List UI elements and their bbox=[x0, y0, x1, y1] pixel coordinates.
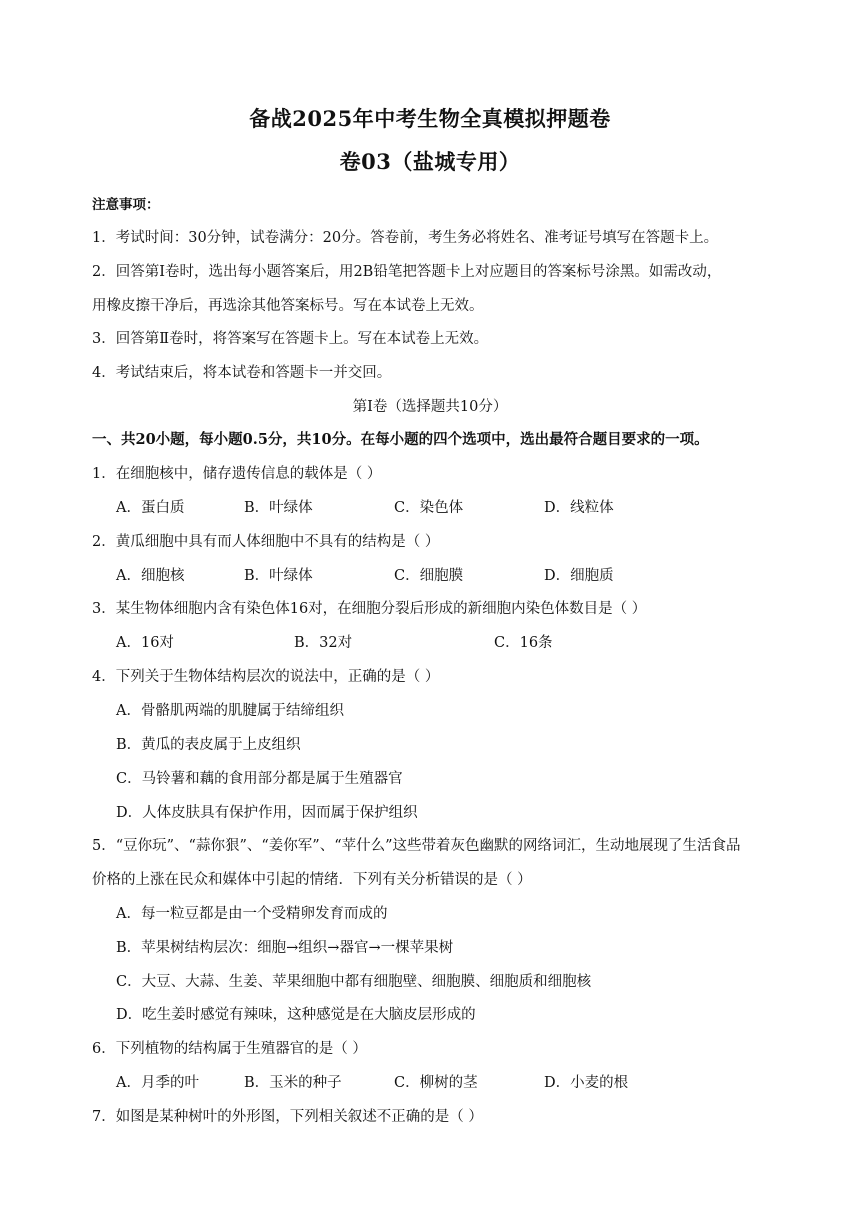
option: C．染色体 bbox=[394, 500, 464, 516]
question-stem: 4．下列关于生物体结构层次的说法中，正确的是（ ） bbox=[92, 669, 440, 685]
question-stem: 7．如图是某种树叶的外形图，下列相关叙述不正确的是（ ） bbox=[92, 1109, 483, 1125]
question-stem-continued: 价格的上涨在民众和媒体中引起的情绪．下列有关分析错误的是（ ） bbox=[92, 872, 532, 888]
question-stem: 1．在细胞核中，储存遗传信息的载体是（ ） bbox=[92, 466, 382, 482]
question-stem: 5．“豆你玩”、“蒜你狠”、“姜你军”、“苹什么”这些带着灰色幽默的网络词汇，生动地展现了生活食品 bbox=[92, 838, 741, 854]
option: C．马铃薯和藕的食用部分都是属于生殖器官 bbox=[116, 771, 403, 787]
section-instruction: 一、共20小题，每小题0.5分，共10分。在每小题的四个选项中，选出最符合题目要求的一项。 bbox=[92, 431, 709, 448]
option: A．骨骼肌两端的肌腱属于结缔组织 bbox=[116, 703, 344, 719]
option: C．16条 bbox=[494, 635, 553, 651]
exam-title: 备战2025年中考生物全真模拟押题卷 bbox=[249, 106, 611, 131]
option: B．32对 bbox=[294, 635, 353, 651]
option: B．叶绿体 bbox=[244, 568, 313, 584]
option: C．细胞膜 bbox=[394, 568, 464, 584]
option: A．每一粒豆都是由一个受精卵发育而成的 bbox=[116, 906, 388, 922]
exam-subtitle: 卷03（盐城专用） bbox=[339, 149, 521, 174]
option: A．蛋白质 bbox=[116, 500, 185, 516]
notes-heading: 注意事项： bbox=[92, 197, 160, 213]
option: D．线粒体 bbox=[544, 500, 614, 516]
option: D．小麦的根 bbox=[544, 1075, 629, 1091]
option: A．细胞核 bbox=[116, 568, 185, 584]
section-title: 第Ⅰ卷（选择题共10分） bbox=[352, 399, 508, 415]
option: A．月季的叶 bbox=[116, 1075, 199, 1091]
note-item: 4．考试结束后，将本试卷和答题卡一并交回。 bbox=[92, 365, 392, 381]
note-item: 1．考试时间：30分钟，试卷满分：20分。答卷前，考生务必将姓名、准考证号填写在答题卡上。 bbox=[92, 230, 719, 246]
option: A．16对 bbox=[116, 635, 174, 651]
option: C．柳树的茎 bbox=[394, 1075, 478, 1091]
note-item: 2．回答第Ⅰ卷时，选出每小题答案后，用2B铅笔把答题卡上对应题目的答案标号涂黑。如需改动， bbox=[92, 264, 722, 280]
note-item: 3．回答第Ⅱ卷时，将答案写在答题卡上。写在本试卷上无效。 bbox=[92, 331, 489, 347]
option: B．苹果树结构层次：细胞→组织→器官→一棵苹果树 bbox=[116, 940, 454, 956]
note-item: 用橡皮擦干净后，再选涂其他答案标号。写在本试卷上无效。 bbox=[92, 298, 484, 314]
question-stem: 6．下列植物的结构属于生殖器官的是（ ） bbox=[92, 1041, 367, 1057]
option: B．黄瓜的表皮属于上皮组织 bbox=[116, 737, 301, 753]
option: D．细胞质 bbox=[544, 568, 614, 584]
option: D．吃生姜时感觉有辣味，这种感觉是在大脑皮层形成的 bbox=[116, 1007, 476, 1023]
option: D．人体皮肤具有保护作用，因而属于保护组织 bbox=[116, 805, 418, 821]
question-stem: 2．黄瓜细胞中具有而人体细胞中不具有的结构是（ ） bbox=[92, 534, 440, 550]
option: B．叶绿体 bbox=[244, 500, 313, 516]
option: C．大豆、大蒜、生姜、苹果细胞中都有细胞壁、细胞膜、细胞质和细胞核 bbox=[116, 974, 592, 990]
option: B．玉米的种子 bbox=[244, 1075, 342, 1091]
question-stem: 3．某生物体细胞内含有染色体16对，在细胞分裂后形成的新细胞内染色体数目是（ ） bbox=[92, 601, 647, 617]
